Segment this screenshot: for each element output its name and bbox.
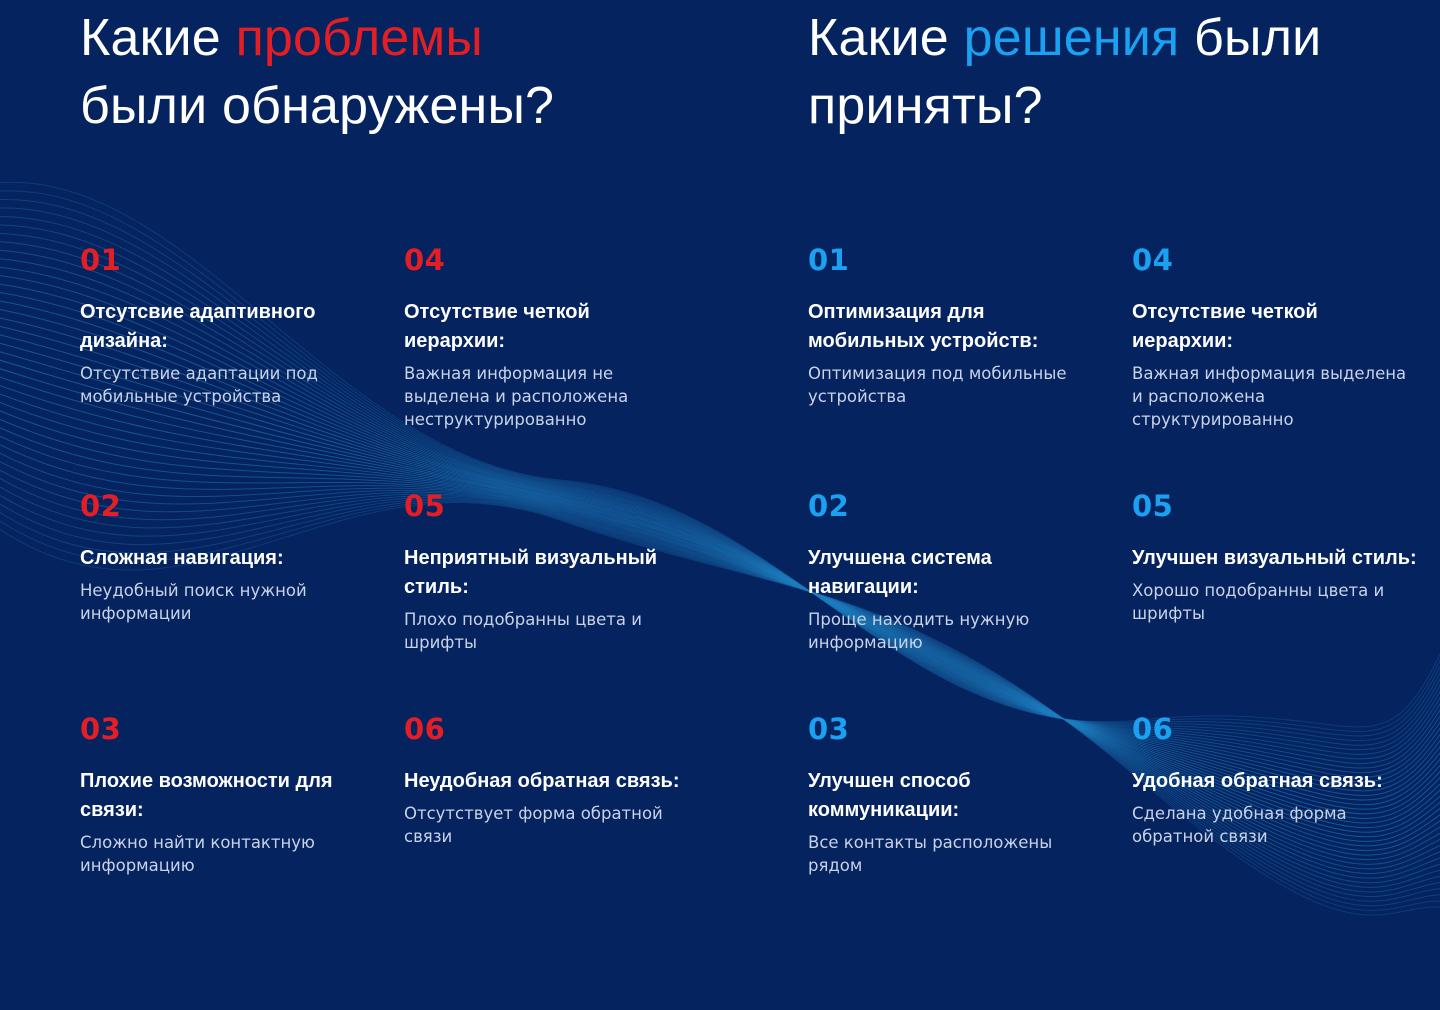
solutions-heading-line2: приняты?	[808, 77, 1043, 135]
solution-description: Хорошо подобранны цвета и шрифты	[1132, 581, 1385, 623]
problem-card-2	[80, 490, 370, 625]
solution-title: Улучшен визуальный стиль:	[1132, 547, 1417, 569]
problem-title: Плохие возможности для связи:	[80, 770, 333, 821]
problems-heading-accent: проблемы	[235, 9, 484, 67]
solutions-heading	[808, 4, 1321, 140]
solution-number: 06	[1132, 712, 1174, 746]
solution-description: Важная информация выделена и расположена структурированно	[1132, 364, 1407, 429]
problem-card-3	[80, 713, 370, 877]
solution-card-6	[1132, 713, 1422, 848]
problem-description: Отсутствие адаптации под мобильные устройства	[80, 364, 318, 406]
solution-title: Оптимизация для мобильных устройств:	[808, 301, 1039, 352]
problem-description: Неудобный поиск нужной информации	[80, 581, 307, 623]
solution-description: Оптимизация под мобильные устройства	[808, 364, 1067, 406]
problem-card-1	[80, 244, 370, 408]
solutions-heading-accent: решения	[963, 9, 1180, 67]
problem-number: 04	[404, 243, 446, 277]
solutions-heading-suffix: были	[1179, 9, 1322, 67]
problem-title: Сложная навигация:	[80, 547, 284, 569]
solution-card-3	[808, 713, 1098, 877]
problem-title: Отсутсвие адаптивного дизайна:	[80, 301, 316, 352]
problem-description: Плохо подобранны цвета и шрифты	[404, 610, 642, 652]
problem-number: 06	[404, 712, 446, 746]
problem-description: Важная информация не выделена и расположена неструктурированно	[404, 364, 629, 429]
problem-number: 01	[80, 243, 122, 277]
problem-description: Отсутствует форма обратной связи	[404, 804, 663, 846]
problem-title: Неудобная обратная связь:	[404, 770, 680, 792]
solution-number: 05	[1132, 489, 1174, 523]
solution-card-1	[808, 244, 1098, 408]
solution-title: Улучшена система навигации:	[808, 547, 992, 598]
problem-number: 02	[80, 489, 122, 523]
solutions-heading-prefix: Какие	[808, 9, 964, 67]
solution-title: Улучшен способ коммуникации:	[808, 770, 971, 821]
solution-description: Все контакты расположены рядом	[808, 833, 1053, 875]
problem-card-6	[404, 713, 694, 848]
solution-description: Сделана удобная форма обратной связи	[1132, 804, 1347, 846]
problem-card-5	[404, 490, 694, 654]
solution-number: 03	[808, 712, 850, 746]
solution-card-4	[1132, 244, 1422, 431]
problem-number: 03	[80, 712, 122, 746]
problem-number: 05	[404, 489, 446, 523]
solution-number: 01	[808, 243, 850, 277]
problem-description: Сложно найти контактную информацию	[80, 833, 315, 875]
problems-heading-prefix: Какие	[80, 9, 236, 67]
solution-title: Удобная обратная связь:	[1132, 770, 1383, 792]
solution-number: 04	[1132, 243, 1174, 277]
problem-card-4	[404, 244, 694, 431]
problem-title: Неприятный визуальный стиль:	[404, 547, 658, 598]
problem-title: Отсутствие четкой иерархии:	[404, 301, 590, 352]
solution-card-5	[1132, 490, 1422, 625]
problems-heading-line2: были обнаружены?	[80, 77, 555, 135]
solution-description: Проще находить нужную информацию	[808, 610, 1030, 652]
solution-title: Отсутствие четкой иерархии:	[1132, 301, 1318, 352]
solution-number: 02	[808, 489, 850, 523]
problems-heading	[80, 4, 554, 140]
solution-card-2	[808, 490, 1098, 654]
